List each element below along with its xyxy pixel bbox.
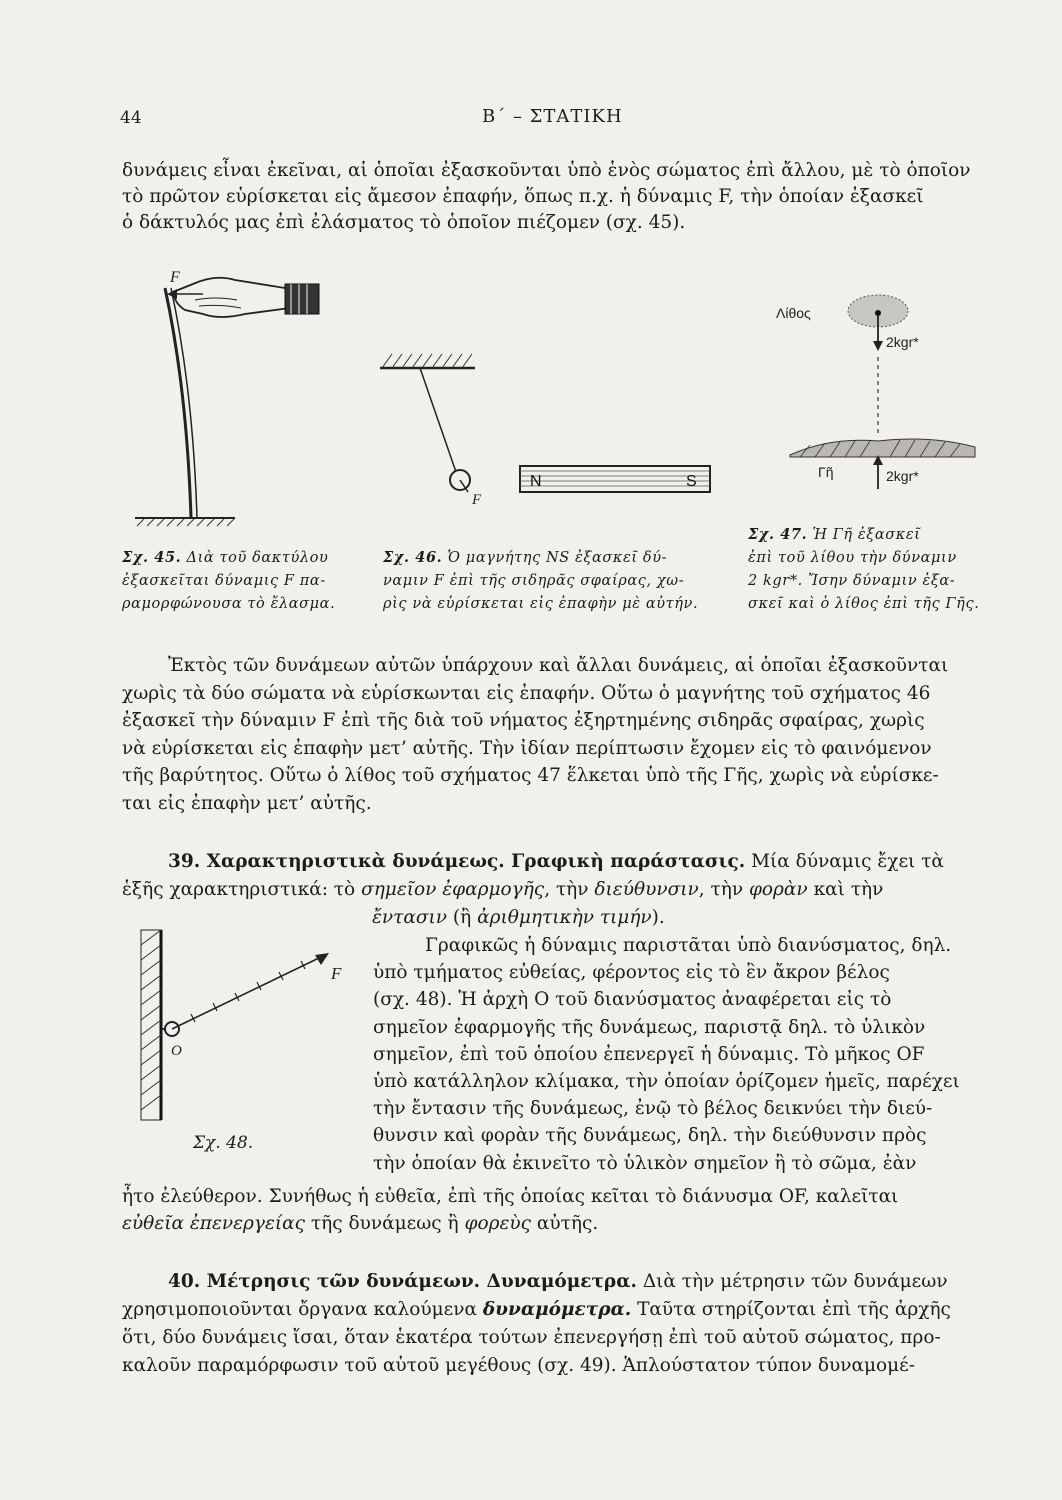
magnet-south-label: S: [686, 473, 697, 490]
text-line: σημεῖον, ἐπὶ τοῦ ὁποίου ἐπενεργεῖ ἡ δύναμις. Τὸ μῆκος OF: [373, 1043, 925, 1065]
term-numerical-value: ἀριθμητικὴν τιμήν: [477, 907, 652, 928]
text-span: (ἢ: [452, 907, 472, 928]
force-bottom-label: 2kgr*: [886, 468, 919, 484]
caption-number: Σχ. 45.: [122, 549, 182, 566]
magnet-north-label: N: [530, 473, 542, 490]
text-line: [122, 1210, 974, 1237]
caption-text: ἐπὶ τοῦ λίθου τὴν δύναμιν: [748, 550, 957, 566]
origin-label: O: [171, 1043, 182, 1059]
text-line: τὴν ὁποίαν θὰ ἐκινεῖτο τὸ ὑλικὸν σημεῖον ἢ τὸ σῶμα, ἐὰν: [373, 1152, 917, 1174]
force-top-label: 2kgr*: [886, 334, 919, 350]
caption-text: ναμιν F ἐπὶ τῆς σιδηρᾶς σφαίρας, χω-: [383, 573, 685, 589]
figure-47: [770, 285, 980, 510]
section-39-heading: 39. Χαρακτηριστικὰ δυνάμεως. Γραφικὴ παράστασις.: [168, 851, 746, 872]
text-line: σημεῖον ἐφαρμογῆς τῆς δυνάμεως, παριστᾷ δηλ. τὸ ὑλικὸν: [373, 1016, 926, 1038]
section-40-heading: 40. Μέτρησις τῶν δυνάμεων. Δυναμόμετρα.: [168, 1271, 637, 1292]
caption-number: Σχ. 47.: [748, 526, 808, 543]
text-span: τῆς δυνάμεως ἢ: [310, 1213, 459, 1234]
caption-text: Διὰ τοῦ δακτύλου: [186, 550, 329, 566]
caption-fig-47: [748, 523, 983, 616]
earth-label: Γῆ: [818, 464, 834, 480]
stone-label: Λίθος: [776, 305, 811, 321]
term-dynamometers: δυναμόμετρα.: [482, 1299, 632, 1320]
text-span: Μία δύναμις ἔχει τὰ: [751, 851, 944, 872]
caption-fig-48: Σχ. 48.: [193, 1133, 254, 1153]
text-line: τὸ πρῶτον εὑρίσκεται εἰς ἄμεσον ἐπαφήν, ὅπως π.χ. ἡ δύναμις F, τὴν ὁποίαν ἐξασκεῖ: [122, 186, 924, 207]
text-line: ὑπὸ κατάλληλον κλίμακα, τὴν ὁποίαν ὁρίζομεν ἡμεῖς, παρέχει: [373, 1071, 960, 1093]
term-carrier: φορεὺς: [464, 1213, 532, 1234]
text-span: χρησιμοποιοῦνται ὄργανα καλούμενα: [122, 1299, 477, 1320]
text-line: ὑπὸ τμήματος εὐθείας, φέροντος εἰς τὸ ἓν ἄκρον βέλος: [373, 962, 890, 984]
text-line: δυνάμεις εἶναι ἐκεῖναι, αἱ ὁποῖαι ἐξασκοῦνται ὑπὸ ἑνὸς σώματος ἐπὶ ἄλλου, μὲ τὸ ὁποῖον: [122, 160, 971, 181]
figure-48: [125, 925, 360, 1125]
section-39-intro: [122, 848, 974, 932]
text-line: ἦτο ἐλεύθερον. Συνήθως ἡ εὐθεῖα, ἐπὶ τῆς ὁποίας κεῖται τὸ διάνυσμα OF, καλεῖται: [122, 1186, 899, 1207]
caption-fig-46: [383, 546, 713, 616]
force-label: F: [331, 964, 342, 983]
caption-text: σκεῖ καὶ ὁ λίθος ἐπὶ τῆς Γῆς.: [748, 596, 980, 612]
section-39-closing: [122, 1183, 974, 1237]
caption-text: Ἡ Γῆ ἐξασκεῖ: [812, 527, 921, 543]
caption-text: ρὶς νὰ εὑρίσκεται εἰς ἐπαφὴν μὲ αὐτήν.: [383, 596, 699, 612]
text-line: (σχ. 48). Ἡ ἀρχὴ O τοῦ διανύσματος ἀναφέρεται εἰς τὸ: [373, 989, 892, 1011]
text-span: Ταῦτα στηρίζονται ἐπὶ τῆς ἀρχῆς: [637, 1299, 951, 1320]
text-span: ἑξῆς χαρακτηριστικά: τὸ: [122, 879, 356, 900]
term-magnitude: ἔντασιν: [372, 907, 448, 928]
figure-45: [125, 270, 355, 530]
text-line: ὁ δάκτυλός μας ἐπὶ ἐλάσματος τὸ ὁποῖον πιέζομεν (σχ. 45).: [122, 212, 686, 233]
text-line: θυνσιν καὶ φορὰν τῆς δυνάμεως, δηλ. τὴν διεύθυνσιν πρὸς: [373, 1125, 927, 1147]
term-sense: φορὰν: [748, 879, 808, 900]
text-span: καὶ τὴν: [813, 879, 884, 900]
caption-text: ραμορφώνουσα τὸ ἔλασμα.: [122, 596, 336, 612]
term-point-of-application: σημεῖον ἐφαρμογῆς: [361, 879, 545, 900]
text-span: , τὴν: [698, 879, 744, 900]
text-line: [122, 876, 974, 904]
text-line: Ἐκτὸς τῶν δυνάμεων αὐτῶν ὑπάρχουν καὶ ἄλλαι δυνάμεις, αἱ ὁποῖαι ἐξασκοῦνται: [168, 655, 949, 676]
caption-text: ἐξασκεῖται δύναμις F πα-: [122, 573, 326, 589]
section-39-graphic-text: [373, 932, 973, 1177]
action-at-distance-paragraph: [122, 652, 974, 817]
text-span: ).: [651, 907, 665, 928]
caption-fig-45: [122, 546, 362, 616]
text-line: νὰ εὑρίσκεται εἰς ἐπαφὴν μετ’ αὐτῆς. Τὴν ἰδίαν περίπτωσιν ἔχομεν εἰς τὸ φαινόμενον: [122, 737, 932, 759]
caption-number: Σχ. 46.: [383, 549, 443, 566]
figure-46: [380, 350, 720, 525]
term-line-of-action: εὐθεῖα ἐπενεργείας: [122, 1213, 306, 1234]
text-line: καλοῦν παραμόρφωσιν τοῦ αὐτοῦ μεγέθους (σχ. 49). Ἁπλούστατον τύπον δυναμομέ-: [122, 1355, 916, 1376]
text-line: ἐξασκεῖ τὴν δύναμιν F ἐπὶ τῆς διὰ τοῦ νήματος ἐξηρτημένης σιδηρᾶς σφαίρας, χωρὶς: [122, 710, 925, 731]
text-line: χωρὶς τὰ δύο σώματα νὰ εὑρίσκωνται εἰς ἐπαφήν. Οὕτω ὁ μαγνήτης τοῦ σχήματος 46: [122, 682, 931, 704]
caption-text: 2 kgr*. Ἴσην δύναμιν ἐξα-: [748, 573, 956, 589]
text-line: [122, 1296, 974, 1324]
force-label: F: [170, 270, 180, 286]
text-span: , τὴν: [544, 879, 589, 900]
text-line: [122, 848, 974, 876]
intro-paragraph: [122, 158, 974, 236]
text-span: αὐτῆς.: [536, 1213, 599, 1234]
text-line: Γραφικῶς ἡ δύναμις παριστᾶται ὑπὸ διανύσματος, δηλ.: [425, 935, 952, 956]
text-line: τὴν ἔντασιν τῆς δυνάμεως, ἐνῷ τὸ βέλος δεικνύει τὴν διεύ-: [373, 1098, 933, 1120]
term-direction: διεύθυνσιν: [594, 879, 699, 900]
section-40: [122, 1268, 974, 1380]
page-number: 44: [120, 108, 142, 128]
text-line: ὅτι, δύο δυνάμεις ἴσαι, ὅταν ἑκατέρα τούτων ἐπενεργήσῃ ἐπὶ τοῦ αὐτοῦ σώματος, προ-: [122, 1327, 941, 1348]
text-line: ται εἰς ἐπαφὴν μετ’ αὐτῆς.: [122, 792, 372, 814]
text-line: τῆς βαρύτητος. Οὕτω ὁ λίθος τοῦ σχήματος 47 ἕλκεται ὑπὸ τῆς Γῆς, χωρὶς νὰ εὑρίσκε-: [122, 765, 939, 786]
text-span: Διὰ τὴν μέτρησιν τῶν δυνάμεων: [642, 1271, 948, 1292]
text-line: [122, 1268, 974, 1296]
running-title: Β΄ – ΣΤΑΤΙΚΗ: [482, 106, 623, 127]
force-label: F: [472, 492, 482, 508]
caption-text: Ὁ μαγνήτης NS ἐξασκεῖ δύ-: [447, 550, 668, 566]
